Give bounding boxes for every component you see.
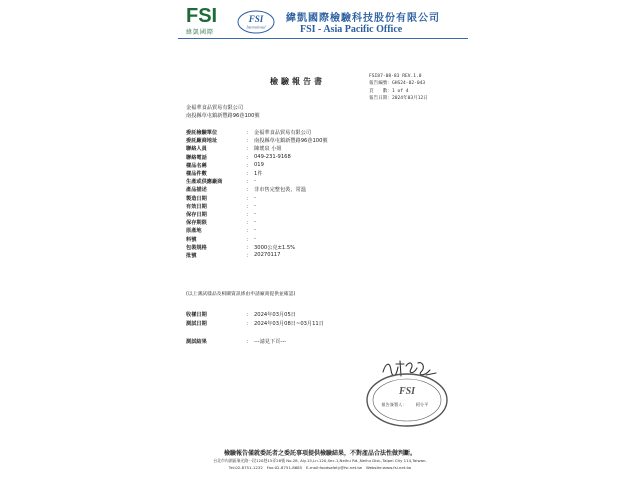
field-value: 陳瑤泉 小姐 (254, 146, 282, 153)
field-value: 非市售完整包裝，常溫 (254, 187, 306, 194)
field-value: - (254, 227, 256, 234)
fsi-logo-letters: FSI (186, 5, 218, 27)
date-label: 測試結果 (186, 339, 207, 345)
field-value: 金福華食品貿易有限公司 (254, 130, 312, 136)
field-value: - (254, 211, 256, 217)
client-name: 金福華食品貿易有限公司 (186, 105, 244, 111)
company-name-english: FSI - Asia Pacific Office (300, 24, 403, 35)
footer-contact: Tel:02-8751-1232 Fax:02-8751-8685 E-mail:foodsafety@fsi.net.tw Website:www.fsi.net.tw (228, 465, 412, 470)
field-value: 20270117 (254, 252, 281, 258)
field-label: 樣品名稱 (186, 162, 207, 169)
report-number: 報告編號：GHS24-02-043 (369, 81, 426, 87)
field-label: 批號 (186, 253, 197, 259)
field-label: 產品描述 (186, 187, 207, 194)
fsi-international-logo (236, 9, 276, 35)
field-value: 019 (254, 161, 264, 168)
field-label: 原產地 (186, 228, 202, 235)
field-label: 製造日期 (186, 195, 207, 202)
intl-logo-word: International (246, 25, 266, 30)
field-value: 049-231-9168 (254, 153, 291, 160)
field-label: 委託檢驗單位 (186, 130, 218, 136)
date-value: ---請見下頁--- (254, 339, 286, 345)
stamp-caption: 報告簽署人： (381, 402, 407, 407)
field-label: 委託廠商地址 (186, 138, 218, 145)
field-value: - (254, 178, 256, 185)
field-value: - (254, 202, 256, 209)
field-value: - (254, 235, 256, 242)
date-label: 測試日期 (186, 321, 207, 327)
stamp-letters: FSI (398, 386, 416, 397)
field-label: 保存期限 (186, 220, 207, 227)
header-divider (178, 38, 468, 39)
date-value: 2024年03月08日~03月11日 (254, 321, 324, 327)
field-label: 聯絡人員 (186, 146, 207, 153)
fsi-logo (186, 6, 228, 36)
field-label: 料號 (186, 236, 197, 243)
field-value: - (254, 194, 256, 201)
sample-info-note: (以上測試樣品及相關資訊係由申請廠商提供並確認) (186, 292, 296, 297)
field-label: 包裝規格 (186, 244, 207, 251)
field-label: 聯絡電話 (186, 154, 207, 161)
footer-address: 台北市內湖區瑞光路一段120巷15弄28號 No.28, Aly.15,Ln.120,Sec.1,Neihu Rd.,Neihu Dist.,Taipei City 114,Taiwan. (213, 458, 427, 463)
report-date: 報告日期：2024年03月12日 (369, 95, 428, 101)
fsi-logo-subtitle: 緯凱國際 (186, 29, 215, 36)
footer-disclaimer: 檢驗報告僅就委託者之委託事項提供檢驗結果，不對產品合法性做判斷。 (223, 450, 416, 457)
report-meta (369, 73, 428, 102)
form-number: FSI87-08-83 REV.1.0 (369, 74, 422, 79)
client-address: 南投縣草屯鎮新豐路96巷100號 (186, 113, 260, 119)
field-value: 3000公克±1.5% (254, 244, 296, 251)
intl-logo-letters: FSI (248, 14, 264, 24)
date-value: 2024年03月05日 (254, 312, 296, 318)
field-label: 有效日期 (186, 203, 207, 210)
field-label: 保存日期 (186, 212, 207, 218)
official-stamp (364, 372, 450, 428)
stamp-signer: 阿分平 (415, 402, 429, 407)
date-label: 收樣日期 (186, 312, 207, 318)
report-title: 檢驗報告書 (270, 77, 325, 86)
field-value: 1件 (254, 171, 263, 177)
company-name-chinese: 緯凱國際檢驗科技股份有限公司 (286, 13, 440, 24)
field-value: - (254, 219, 256, 226)
field-label: 樣品件數 (186, 171, 207, 177)
report-page: FSI 緯凱國際 FSI International 緯凱國際檢驗科技股份有限公司 FSI - Asia Pacific Office 檢驗報告書 FSI87-08-83 REV.1.0 報告編號：GHS24-02-043 頁 數：1 of 4 報告日期：2024年03月12日 金福華食品貿易有限公司 南投縣草屯鎮新豐路96巷100號 委託檢驗單位 ： 金福華食品貿易有限公司 委託廠商地址 ： 南投縣草屯鎮新豐路96巷100號 聯絡人員 ： 陳瑤泉 小姐 聯絡電話 ： 049-231-9168 樣品名稱 ： 019 樣品件數 ： 1件 生產或供應廠商 ： - 產品描述 ： 非市售完整包裝，常溫 製造日期 ： - 有效日期 ： - 保存日期 ： - 保存期限 ： - 原產地 ： - 料號 ： - 包裝規格 ： 3000公克±1.5% 批號 ： 20270117 (以上測試樣品及相關資訊係由申請廠商提供並確認) 收樣日期 ： 2024年03月05日 測試日期 ： 2024年03月08日~03月11日 測試結果 ： ---請見下頁--- FSI 報告簽署人： 阿分平 檢驗報告僅就委託者之委託事項提供檢驗結果，不對產品合法性做判斷。 台北市內湖區瑞光路一段120巷15弄28號 No.28, Aly.15,Ln.120,Sec.1,Neihu Rd.,Neihu Dist.,Taipei City 114,Taiwan. Tel:02-8751-1232 Fax:02-8751-8685 E-mail:foodsafety@fsi.net.tw Website:www.fsi.net.tw (0, 0, 640, 480)
client-block (186, 104, 260, 120)
field-label: 生產或供應廠商 (186, 179, 223, 186)
page-count: 頁 數：1 of 4 (369, 88, 409, 94)
field-value: 南投縣草屯鎮新豐路96巷100號 (254, 138, 328, 145)
